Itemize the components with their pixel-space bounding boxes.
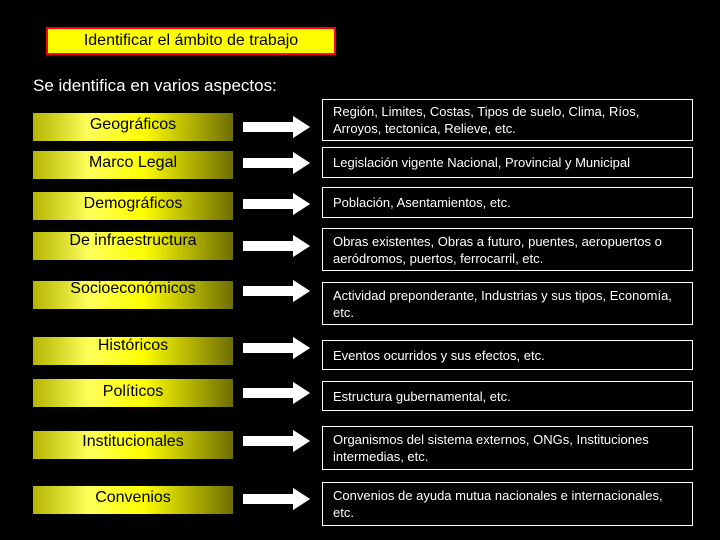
aspect-label-text: Demográficos: [83, 195, 183, 212]
aspect-label: [33, 431, 233, 459]
right-arrow-icon: [240, 333, 315, 363]
aspect-label-text: Históricos: [97, 337, 169, 354]
aspect-description-text: Población, Asentamientos, etc.: [333, 195, 511, 210]
right-arrow-icon: [240, 148, 315, 178]
aspect-description: [322, 426, 693, 470]
aspect-label: [33, 337, 233, 365]
aspect-description-text: Obras existentes, Obras a futuro, puentes, aeropuertos o aeródromos, puertos, ferrocarril, etc.: [333, 233, 662, 266]
right-arrow-icon: [240, 231, 315, 261]
aspect-description-text: Región, Limites, Costas, Tipos de suelo, Clima, Ríos, Arroyos, tectonica, Relieve, etc.: [333, 104, 640, 136]
aspect-label-text: Geográficos: [89, 116, 177, 133]
right-arrow-icon: [240, 378, 315, 408]
aspect-description-text: Eventos ocurridos y sus efectos, etc.: [333, 347, 545, 363]
aspect-description-text: Estructura gubernamental, etc.: [333, 388, 511, 404]
aspect-label-text: De infraestructura: [69, 232, 197, 249]
aspect-description: [322, 482, 693, 526]
right-arrow-icon: [240, 426, 315, 456]
aspect-label-text: Socioeconómicos: [70, 280, 196, 297]
slide-title: Identificar el ámbito de trabajo: [46, 27, 336, 55]
aspect-description: [322, 282, 693, 325]
aspect-label: [33, 486, 233, 514]
slide-subtitle: Se identifica en varios aspectos:: [33, 76, 277, 95]
aspect-label: [33, 113, 233, 141]
aspect-label: [33, 232, 233, 260]
aspect-description-text: Organismos del sistema externos, ONGs, Instituciones intermedias, etc.: [333, 432, 649, 464]
aspect-description: [322, 228, 693, 271]
aspect-description-text: Legislación vigente Nacional, Provincial y Municipal: [333, 155, 630, 170]
aspect-description: [322, 340, 693, 370]
right-arrow-icon: [240, 112, 315, 142]
aspect-description: [322, 99, 693, 141]
aspect-label-text: Políticos: [102, 383, 164, 400]
right-arrow-icon: [240, 484, 315, 514]
aspect-label-text: Institucionales: [82, 433, 184, 450]
aspect-label: [33, 192, 233, 220]
aspect-description-text: Actividad preponderante, Industrias y sus tipos, Economía, etc.: [333, 287, 672, 320]
aspect-label: [33, 151, 233, 179]
aspect-label-text: Marco Legal: [88, 154, 178, 171]
aspect-description-text: Convenios de ayuda mutua nacionales e internacionales, etc.: [333, 488, 663, 520]
aspect-description: [322, 147, 693, 178]
right-arrow-icon: [240, 276, 315, 306]
aspect-label: [33, 379, 233, 407]
right-arrow-icon: [240, 189, 315, 219]
aspect-label: [33, 281, 233, 309]
aspect-description: [322, 381, 693, 411]
aspect-description: [322, 187, 693, 218]
aspect-label-text: Convenios: [95, 489, 171, 506]
